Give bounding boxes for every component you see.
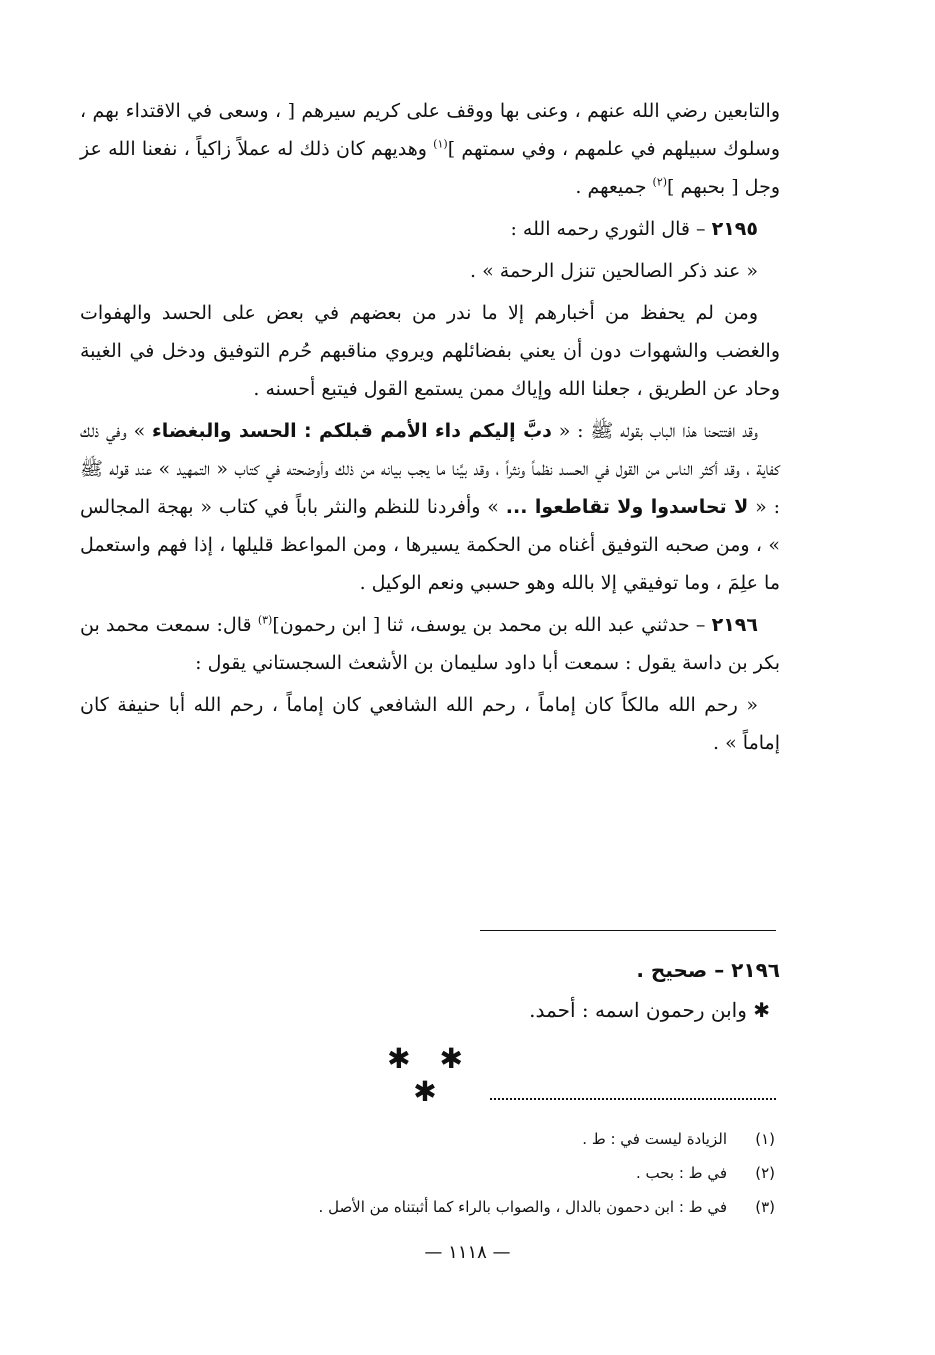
footnotes: [150, 1122, 775, 1224]
entry-number: ٢١٩٥: [711, 218, 758, 240]
commentary: [80, 950, 780, 1030]
entry-2196-quote: « رحم الله مالكاً كان إماماً ، رحم الله الشافعي كان إماماً ، رحم الله أبا حنيفة كان إماماً » .: [80, 694, 780, 754]
footnote-2: (٢) في ط : بحب .: [635, 1164, 775, 1182]
hadith-text-1: دبَّ إليكم داء الأمم قبلكم : الحسد والبغضاء: [152, 420, 552, 442]
entry-2195-heading: ٢١٩٥ – قال الثوري رحمه الله :: [510, 218, 758, 240]
page-number: — ١١١٨ —: [424, 1242, 511, 1263]
entry-2196-heading: ٢١٩٦ – حدثني عبد الله بن محمد بن يوسف، ثنا [ ابن رحمون]$^{(٣)}$ قال: سمعت محمد بن بكر بن داسة يقول : سمعت أبا داود سليمان بن الأشعث السجستاني يقول :: [80, 613, 780, 674]
footnote-1: (١) الزيادة ليست في : ط .: [582, 1130, 775, 1148]
footnote-ref-1: (١): [433, 137, 448, 151]
entry-2195-quote: « عند ذكر الصالحين تنزل الرحمة » .: [470, 260, 758, 282]
footnote-divider: [490, 1098, 776, 1100]
footnote-ref-2: (٢): [652, 175, 668, 189]
entry-number: ٢١٩٦: [711, 614, 758, 636]
footnote-ref-3: (٣): [257, 613, 273, 627]
divider-line: [480, 930, 776, 931]
paragraph-1: والتابعين رضي الله عنهم ، وعنى بها ووقف على كريم سيرهم [ ، وسعى في الاقتداء بهم ، وسلوك سبيلهم في علمهم ، وفي سمتهم ]$^{(١)}$ وهديهم كان ذلك له عملاً زاكياً ، نفعنا الله عز وجل [ بحبهم ]$^{(٢)}$ جميعهم .: [80, 100, 780, 198]
paragraph-3: ومن لم يحفظ من أخبارهم إلا ما ندر من بعضهم في بعض على الحسد والهفوات والغضب والشهوات دون أن يعني بفضائلهم ويروي مناقبهم حُرم التوفيق ودخل في الغيبة وحاد عن الطريق ، جعلنا الله وإياك ممن يستمع القول فيتبع أحسنه .: [80, 302, 780, 400]
hadith-text-2: لا تحاسدوا ولا تقاطعوا ...: [505, 496, 749, 518]
note-line: ✱ وابن رحمون اسمه : أحمد.: [529, 998, 770, 1022]
section-separator-stars: ✱ ✱ ✱: [387, 1042, 473, 1108]
grade-line: ٢١٩٦ – صحيح .: [636, 958, 780, 982]
main-text: [80, 92, 780, 766]
footnote-3: (٣) في ط : ابن دحمون بالدال ، والصواب بالراء كما أثبتناه من الأصل .: [318, 1198, 775, 1216]
paragraph-4: وقد افتتحنا هذا الباب بقوله ﷺ : « دبَّ إليكم داء الأمم قبلكم : الحسد والبغضاء » وفي ذلك كفاية ، وقد أكثر الناس من القول في الحسد نظماً ونثراً ، وقد بيَّنا ما يجب بيانه من ذلك وأوضحته في كتاب « التمهيد » عند قوله ﷺ : « لا تحاسدوا ولا تقاطعوا ... » وأفردنا للنظم والنثر باباً في كتاب « بهجة المجالس » ، ومن صحبه التوفيق أغناه من الحكمة يسيرها ، ومن المواعظ قليلها ، إذا فهم واستعمل ما علِمَ ، وما توفيقي إلا بالله وهو حسبي ونعم الوكيل .: [80, 420, 780, 594]
